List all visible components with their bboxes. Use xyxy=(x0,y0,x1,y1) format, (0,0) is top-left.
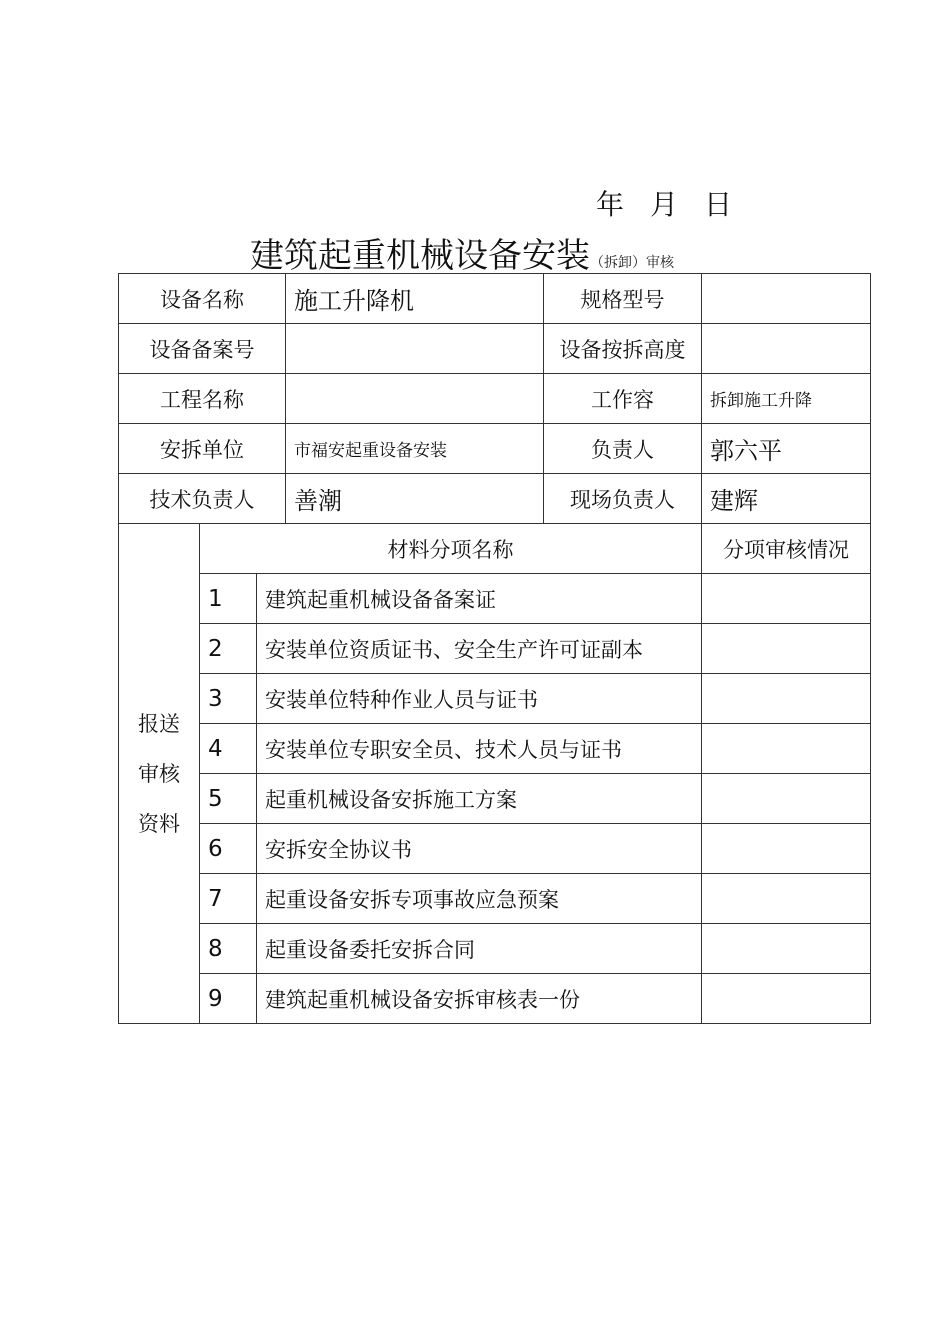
spec-label: 规格型号 xyxy=(544,274,702,324)
item-number: 8 xyxy=(200,924,257,974)
item-number: 6 xyxy=(200,824,257,874)
tech-label: 技术负责人 xyxy=(119,474,286,524)
row-unit xyxy=(119,424,871,474)
table-row xyxy=(119,824,871,874)
item-number: 7 xyxy=(200,874,257,924)
item-number: 9 xyxy=(200,974,257,1024)
item-number: 1 xyxy=(200,574,257,624)
unit-label: 安拆单位 xyxy=(119,424,286,474)
equipment-name-label: 设备名称 xyxy=(119,274,286,324)
item-status xyxy=(702,574,871,624)
item-status xyxy=(702,874,871,924)
year-label: 年 xyxy=(596,188,625,221)
document-title xyxy=(250,228,674,277)
spec-value xyxy=(702,274,871,324)
item-name: 安拆安全协议书 xyxy=(257,824,702,874)
work-value: 拆卸施工升降 xyxy=(702,374,871,424)
item-name: 起重机械设备安拆施工方案 xyxy=(257,774,702,824)
leader-value: 郭六平 xyxy=(702,424,871,474)
title-sub: （拆卸）审核 xyxy=(590,255,674,271)
item-name: 起重设备安拆专项事故应急预案 xyxy=(257,874,702,924)
project-label: 工程名称 xyxy=(119,374,286,424)
item-name: 建筑起重机械设备安拆审核表一份 xyxy=(257,974,702,1024)
work-label: 工作容 xyxy=(544,374,702,424)
item-name: 起重设备委托安拆合同 xyxy=(257,924,702,974)
table-row xyxy=(119,674,871,724)
record-no-value xyxy=(286,324,544,374)
item-status xyxy=(702,774,871,824)
height-label: 设备按拆高度 xyxy=(544,324,702,374)
unit-value: 市福安起重设备安装 xyxy=(286,424,544,474)
item-status xyxy=(702,974,871,1024)
table-row xyxy=(119,774,871,824)
item-status xyxy=(702,724,871,774)
row-project xyxy=(119,374,871,424)
row-record-no xyxy=(119,324,871,374)
row-equipment-name xyxy=(119,274,871,324)
table-row xyxy=(119,624,871,674)
height-value xyxy=(702,324,871,374)
item-number: 5 xyxy=(200,774,257,824)
record-no-label: 设备备案号 xyxy=(119,324,286,374)
table-row xyxy=(119,724,871,774)
materials-side-label xyxy=(119,524,200,1024)
row-materials-header xyxy=(119,524,871,574)
site-value: 建辉 xyxy=(702,474,871,524)
item-number: 4 xyxy=(200,724,257,774)
row-tech xyxy=(119,474,871,524)
equipment-name-value: 施工升降机 xyxy=(286,274,544,324)
item-name: 安装单位资质证书、安全生产许可证副本 xyxy=(257,624,702,674)
date-line xyxy=(596,183,732,223)
project-value xyxy=(286,374,544,424)
side-label-line-1: 报送 xyxy=(138,711,180,736)
table-row xyxy=(119,974,871,1024)
item-status xyxy=(702,674,871,724)
title-main: 建筑起重机械设备安装 xyxy=(250,236,590,276)
side-label-line-2: 审核 xyxy=(138,761,180,786)
item-status xyxy=(702,924,871,974)
item-name: 安装单位特种作业人员与证书 xyxy=(257,674,702,724)
site-label: 现场负责人 xyxy=(544,474,702,524)
month-label: 月 xyxy=(650,188,679,221)
tech-value: 善潮 xyxy=(286,474,544,524)
table-row xyxy=(119,874,871,924)
col-header-material-name: 材料分项名称 xyxy=(200,524,702,574)
item-name: 建筑起重机械设备备案证 xyxy=(257,574,702,624)
audit-form-table xyxy=(118,273,871,1024)
leader-label: 负责人 xyxy=(544,424,702,474)
item-status xyxy=(702,624,871,674)
day-label: 日 xyxy=(704,188,733,221)
table-row xyxy=(119,574,871,624)
side-label-line-3: 资料 xyxy=(138,811,180,836)
table-row xyxy=(119,924,871,974)
item-number: 3 xyxy=(200,674,257,724)
col-header-review-status: 分项审核情况 xyxy=(702,524,871,574)
item-name: 安装单位专职安全员、技术人员与证书 xyxy=(257,724,702,774)
item-status xyxy=(702,824,871,874)
item-number: 2 xyxy=(200,624,257,674)
